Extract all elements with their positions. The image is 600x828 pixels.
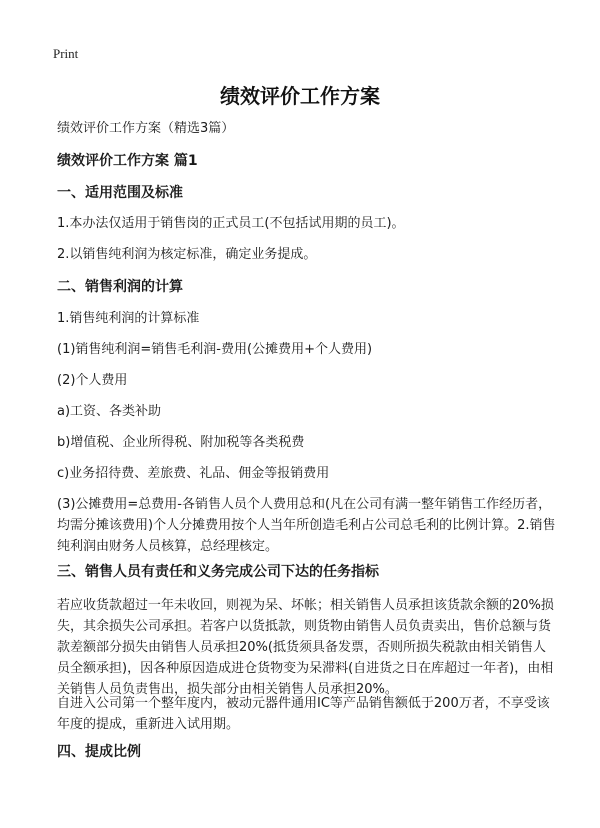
document-title: 绩效评价工作方案 xyxy=(220,84,380,108)
paragraph: 1.本办法仅适用于销售岗的正式员工(不包括试用期的员工)。 xyxy=(57,216,405,231)
paragraph: (1)销售纯利润=销售毛利润-费用(公摊费用+个人费用) xyxy=(57,342,373,357)
part-title: 绩效评价工作方案 篇1 xyxy=(57,153,198,169)
paragraph: (3)公摊费用=总费用-各销售人员个人费用总和(凡在公司有满一整年销售工作经历者，均需分摊该费用)个人分摊费用按个人当年所创造毛利占公司总毛利的比例计算。2.销售纯利润由财务人员核算，总经理核定。 xyxy=(57,497,556,554)
paragraph: b)增值税、企业所得税、附加税等各类税费 xyxy=(57,435,305,450)
section-heading-4: 四、提成比例 xyxy=(57,744,141,760)
paragraph: 若应收货款超过一年未收回，则视为呆、坏帐；相关销售人员承担该货款余额的20%损失，其余损失公司承担。若客户以货抵款，则货物由销售人员负责卖出，售价总额与货款差额部分损失由销售人员承担20%(抵货须具备发票，否则所损失税款由相关销售人员全额承担)，因各种原因造成进仓货物变为呆滞料(自进货之日在库超过一年者)，由相关销售人员负责售出，损失部分由相关销售人员承担20%。 xyxy=(57,598,554,697)
paragraph: (2)个人费用 xyxy=(57,373,128,388)
paragraph: c)业务招待费、差旅费、礼品、佣金等报销费用 xyxy=(57,466,330,481)
document-subtitle: 绩效评价工作方案（精选3篇） xyxy=(57,121,235,136)
paragraph: 自进入公司第一个整年度内，被动元器件通用IC等产品销售额低于200万者，不享受该年度的提成，重新进入试用期。 xyxy=(57,696,550,732)
section-heading-1: 一、适用范围及标准 xyxy=(57,185,183,201)
section-heading-3: 三、销售人员有责任和义务完成公司下达的任务指标 xyxy=(57,564,379,580)
paragraph: a)工资、各类补助 xyxy=(57,404,162,419)
section-heading-2: 二、销售利润的计算 xyxy=(57,279,183,295)
paragraph: 1.销售纯利润的计算标准 xyxy=(57,311,200,326)
print-link[interactable]: Print xyxy=(53,46,79,61)
paragraph: 2.以销售纯利润为核定标准，确定业务提成。 xyxy=(57,247,317,262)
